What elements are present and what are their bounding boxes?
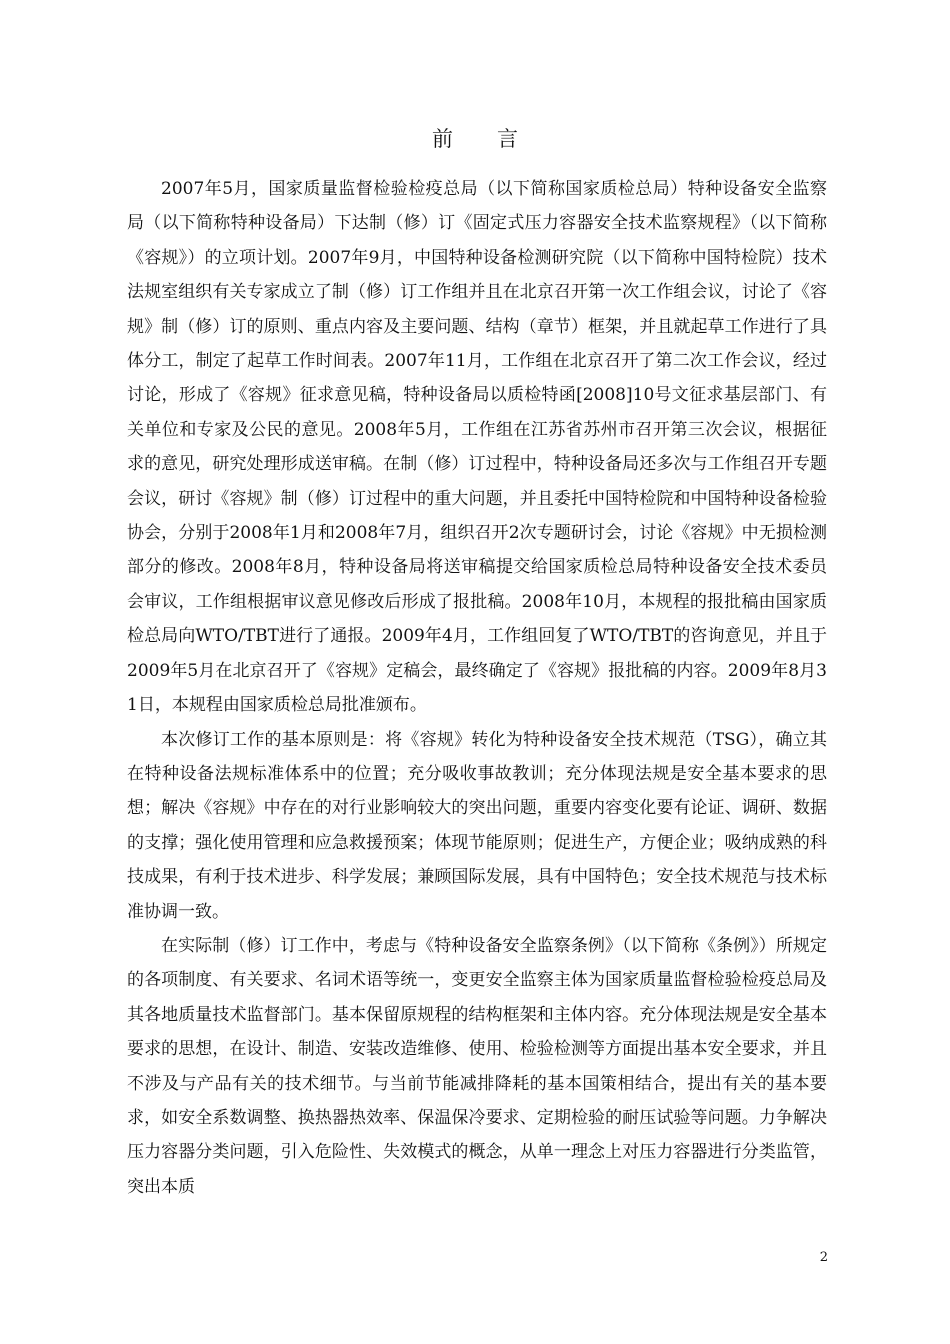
paragraph-revision-history: 2007年5月，国家质量监督检验检疫总局（以下简称国家质检总局）特种设备安全监察局（以下简称特种设备局）下达制（修）订《固定式压力容器安全技术监察规程》（以下简称《容规》）的立项计划。2007年9月，中国特种设备检测研究院（以下简称中国特检院）技术法规室组织有关专家成立了制（修）订工作组并且在北京召开第一次工作组会议，讨论了《容规》制（修）订的原则、重点内容及主要问题、结构（章节）框架，并且就起草工作进行了具体分工，制定了起草工作时间表。2007年11月，工作组在北京召开了第二次工作会议，经过讨论，形成了《容规》征求意见稿，特种设备局以质检特函[2008]10号文征求基层部门、有关单位和专家及公民的意见。2008年5月，工作组在江苏省苏州市召开第三次会议，根据征求的意见，研究处理形成送审稿。在制（修）订过程中，特种设备局还多次与工作组召开专题会议，研讨《容规》制（修）订过程中的重大问题，并且委托中国特检院和中国特种设备检验协会，分别于2008年1月和2008年7月，组织召开2次专题研讨会，讨论《容规》中无损检测部分的修改。2008年8月，特种设备局将送审稿提交给国家质检总局特种设备安全技术委员会审议，工作组根据审议意见修改后形成了报批稿。2008年10月，本规程的报批稿由国家质检总局向WTO/TBT进行了通报。2009年4月，工作组回复了WTO/TBT的咨询意见，并且于2009年5月在北京召开了《容规》定稿会，最终确定了《容规》报批稿的内容。2009年8月31日，本规程由国家质检总局批准颁布。	[127, 179, 827, 716]
paragraph-implementation: 在实际制（修）订工作中，考虑与《特种设备安全监察条例》（以下简称《条例》）所规定的各项制度、有关要求、名词术语等统一，变更安全监察主体为国家质量监督检验检疫总局及其各地质量技术监督部门。基本保留原规程的结构框架和主体内容。充分体现法规是安全基本要求的思想，在设计、制造、安装改造维修、使用、检验检测等方面提出基本安全要求，并且不涉及与产品有关的技术细节。与当前节能减排降耗的基本国策相结合，提出有关的基本要求，如安全系数调整、换热器热效率、保温保冷要求、定期检验的耐压试验等问题。力争解决压力容器分类问题，引入危险性、失效模式的概念，从单一理念上对压力容器进行分类监管，突出本质	[127, 935, 827, 1197]
paragraph-basic-principles: 本次修订工作的基本原则是：将《容规》转化为特种设备安全技术规范（TSG），确立其在特种设备法规标准体系中的位置；充分吸收事故教训；充分体现法规是安全基本要求的思想；解决《容规》中存在的对行业影响较大的突出问题，重要内容变化要有论证、调研、数据的支撑；强化使用管理和应急救援预案；体现节能原则；促进生产，方便企业；吸纳成熟的科技成果，有利于技术进步、科学发展；兼顾国际发展，具有中国特色；安全技术规范与技术标准协调一致。	[127, 729, 827, 922]
page-title: 前言	[432, 127, 562, 151]
page-number: 2	[819, 1250, 828, 1265]
document-body	[127, 172, 827, 1204]
